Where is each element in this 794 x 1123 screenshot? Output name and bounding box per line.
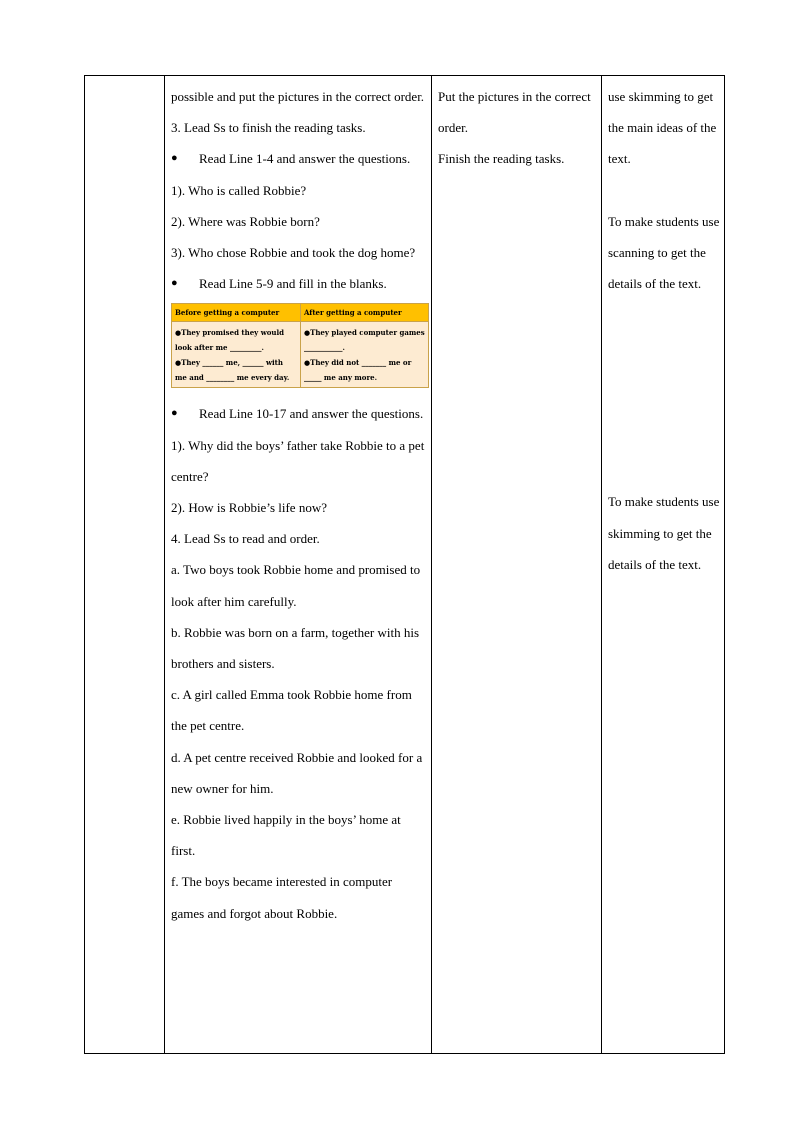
student-activity-cell [438,81,598,175]
purpose-text: To make students use scanning to get the details of the text. [608,213,720,292]
fill-blank-table [171,303,429,388]
before-line: ●They ______ me, ______ with me and ________ me every day. [175,358,290,383]
column-divider [164,76,165,1053]
order-item: e. Robbie lived happily in the boys’ home at first. [171,812,401,859]
column-divider [601,76,602,1053]
task-bullet: ● Read Line 1-4 and answer the questions. [171,143,426,174]
activity-text: possible and put the pictures in the correct order. [171,89,425,104]
task-bullet: ● Read Line 10-17 and answer the questions. [171,398,426,429]
after-cell [300,322,428,387]
purpose-text: To make students use skimming to get the details of the text. [608,494,720,572]
order-item: f. The boys became interested in computer games and forgot about Robbie. [171,874,393,921]
question: 1). Why did the boys’ father take Robbie to a pet centre? [171,437,425,484]
before-cell [172,322,300,387]
question: 1). Who is called Robbie? [171,182,307,198]
purpose-text: use skimming to get the main ideas of the text. [608,89,717,167]
order-item: c. A girl called Emma took Robbie home from the pet centre. [171,687,412,734]
question: 2). How is Robbie’s life now? [171,500,327,516]
purpose-cell [608,81,723,580]
before-line: ●They promised they would look after me _________. [175,328,285,353]
question: 2). Where was Robbie born? [171,213,320,229]
after-line: ●They played computer games ___________. [304,328,425,353]
teacher-activity-cell [171,81,426,929]
after-line: ●They did not _______ me or _____ me any more. [304,358,412,383]
before-header: Before getting a computer [175,308,280,318]
question: 3). Who chose Robbie and took the dog home? [171,245,416,261]
activity-text: 4. Lead Ss to read and order. [171,531,320,547]
lesson-table [84,75,725,1054]
order-item: b. Robbie was born on a farm, together with his brothers and sisters. [171,624,420,672]
student-text: Finish the reading tasks. [438,151,565,167]
order-item: a. Two boys took Robbie home and promised to look after him carefully. [171,562,421,609]
student-text: Put the pictures in the correct order. [438,89,591,136]
order-item: d. A pet centre received Robbie and looked for a new owner for him. [171,749,423,796]
after-header: After getting a computer [300,304,428,321]
column-divider [431,76,432,1053]
activity-text: 3. Lead Ss to finish the reading tasks. [171,120,366,136]
task-bullet: ● Read Line 5-9 and fill in the blanks. [171,268,426,299]
